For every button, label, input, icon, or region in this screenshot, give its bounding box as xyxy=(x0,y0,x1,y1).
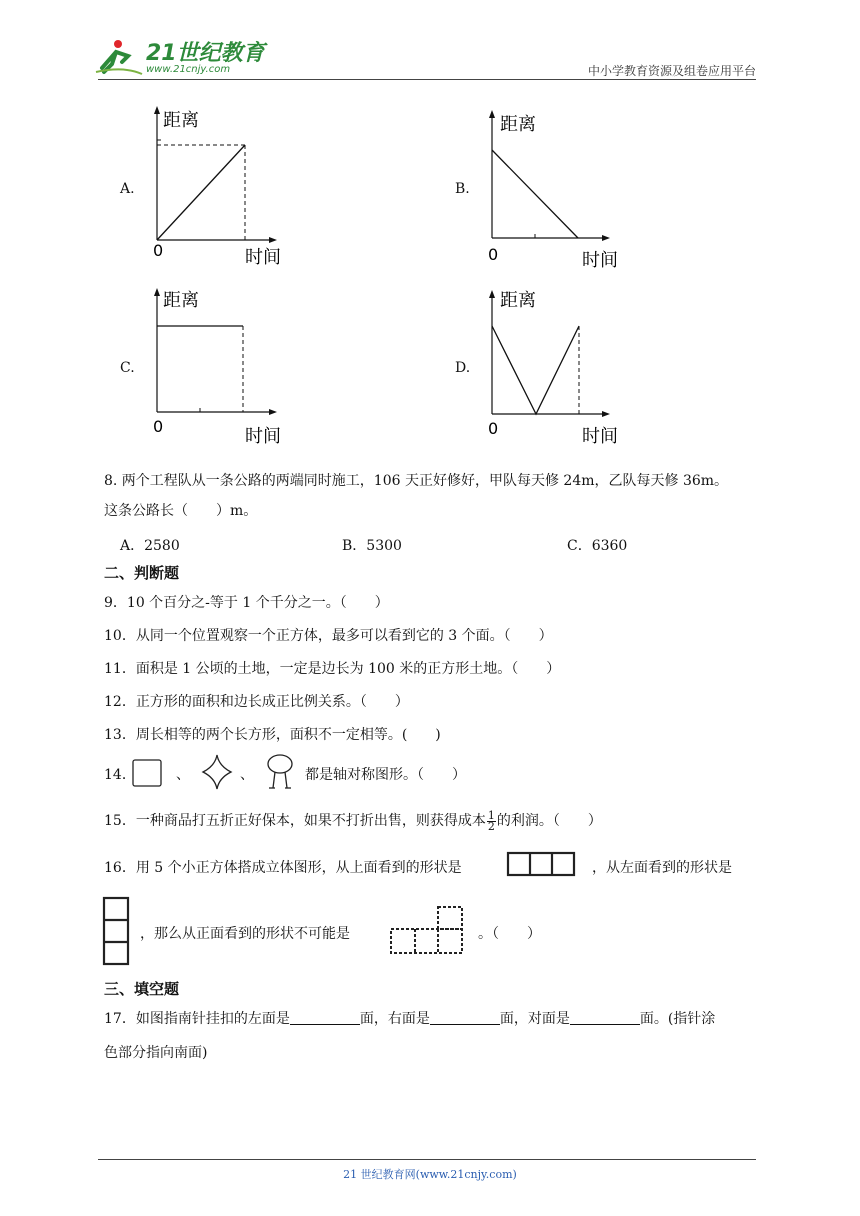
q15-fraction xyxy=(487,808,496,833)
q17-part-a: 17．如图指南针挂扣的左面是 xyxy=(104,1011,290,1027)
q15 xyxy=(104,810,602,832)
option-d-label: D. xyxy=(455,360,471,376)
graph-a-line xyxy=(157,145,245,240)
graph-d-ylabel: 距离 xyxy=(500,290,536,311)
q12: 12．正方形的面积和边长成正比例关系。（ ） xyxy=(104,694,409,710)
q16-top-view-icon xyxy=(506,851,576,879)
q16-front-view-icon xyxy=(388,904,468,956)
q16-left-view-icon xyxy=(102,896,130,968)
q14-number: 14． xyxy=(104,767,136,783)
graph-c-xlabel: 时间 xyxy=(245,426,281,447)
q9: 9．10 个百分之-等于 1 个千分之一。（ ） xyxy=(104,595,389,611)
logo-text: 21世纪教育 xyxy=(146,41,265,66)
q15-denominator: 2 xyxy=(487,819,495,833)
q8-choice-c: C．6360 xyxy=(567,538,628,554)
q17-blank-right[interactable] xyxy=(430,1010,500,1025)
q16-part-a: 16．用 5 个小正方体搭成立体图形，从上面看到的形状是 xyxy=(104,860,462,876)
q8-line1: 8. 两个工程队从一条公路的两端同时施工，106 天正好修好，甲队每天修 24m，乙队每天修 36m。 xyxy=(104,473,729,489)
q14-diamond-icon xyxy=(197,752,237,792)
header-platform-text: 中小学教育资源及组卷应用平台 xyxy=(587,64,756,78)
q16-part-c: ，那么从正面看到的形状不可能是 xyxy=(140,926,350,942)
q17-part-c: 面，对面是 xyxy=(499,1011,570,1027)
footer-divider xyxy=(98,1159,756,1160)
q17-blank-left[interactable] xyxy=(290,1010,360,1025)
q8-choice-b: B．5300 xyxy=(342,538,402,554)
q8-choice-a: A．2580 xyxy=(120,538,180,554)
q16-part-b: ，从左面看到的形状是 xyxy=(592,860,732,876)
graph-d-xlabel: 时间 xyxy=(582,426,618,447)
q17-line2: 色部分指向南面) xyxy=(104,1045,208,1061)
option-c-label: C. xyxy=(120,360,135,376)
q14-sep-2: 、 xyxy=(240,767,254,783)
q14-sep-1: 、 xyxy=(176,767,190,783)
section-3-title: 三、填空题 xyxy=(104,980,180,998)
graph-c-origin: 0 xyxy=(153,417,164,436)
q13: 13．周长相等的两个长方形，面积不一定相等。( ) xyxy=(104,727,441,743)
graph-d xyxy=(480,282,630,452)
q15-part-b: 的利润。（ ） xyxy=(496,813,602,829)
graph-a-origin: 0 xyxy=(153,241,164,260)
option-b-label: B. xyxy=(455,181,470,197)
graph-c xyxy=(145,282,295,452)
graph-b xyxy=(480,100,630,270)
q15-part-a: 15．一种商品打五折正好保本，如果不打折出售，则获得成本 xyxy=(104,813,486,829)
graph-d-line xyxy=(492,326,579,414)
q14-text: 都是轴对称图形。（ ） xyxy=(305,767,466,783)
q10: 10．从同一个位置观察一个正方体，最多可以看到它的 3 个面。（ ） xyxy=(104,628,553,644)
section-2-title: 二、判断题 xyxy=(104,564,180,582)
graph-b-xlabel: 时间 xyxy=(582,250,618,270)
q17-part-d: 面。(指针涂 xyxy=(639,1011,716,1027)
q17-part-b: 面，右面是 xyxy=(359,1011,430,1027)
graph-d-origin: 0 xyxy=(488,419,499,438)
graph-a-xlabel: 时间 xyxy=(245,247,281,268)
footer-text: 21 世纪教育网(www.21cnjy.com) xyxy=(343,1168,517,1181)
q11: 11．面积是 1 公顷的土地，一定是边长为 100 米的正方形土地。（ ） xyxy=(104,661,561,677)
option-a-label: A. xyxy=(120,181,135,197)
q16-part-d: 。（ ） xyxy=(478,926,541,942)
graph-c-ylabel: 距离 xyxy=(163,290,199,311)
logo-url: www.21cnjy.com xyxy=(146,64,231,75)
graph-a xyxy=(145,100,295,270)
graph-b-origin: 0 xyxy=(488,245,499,264)
graph-b-line xyxy=(492,150,578,238)
graph-b-ylabel: 距离 xyxy=(500,114,536,135)
q14-keyhole-icon xyxy=(262,752,298,794)
q14-square-icon xyxy=(130,757,165,789)
q17-blank-opposite[interactable] xyxy=(570,1010,640,1025)
q8-line2: 这条公路长（ ）m。 xyxy=(104,503,258,519)
q17-line1 xyxy=(104,1008,715,1028)
header-divider xyxy=(98,79,756,80)
graph-a-ylabel: 距离 xyxy=(163,110,199,131)
q15-numerator: 1 xyxy=(487,808,495,822)
